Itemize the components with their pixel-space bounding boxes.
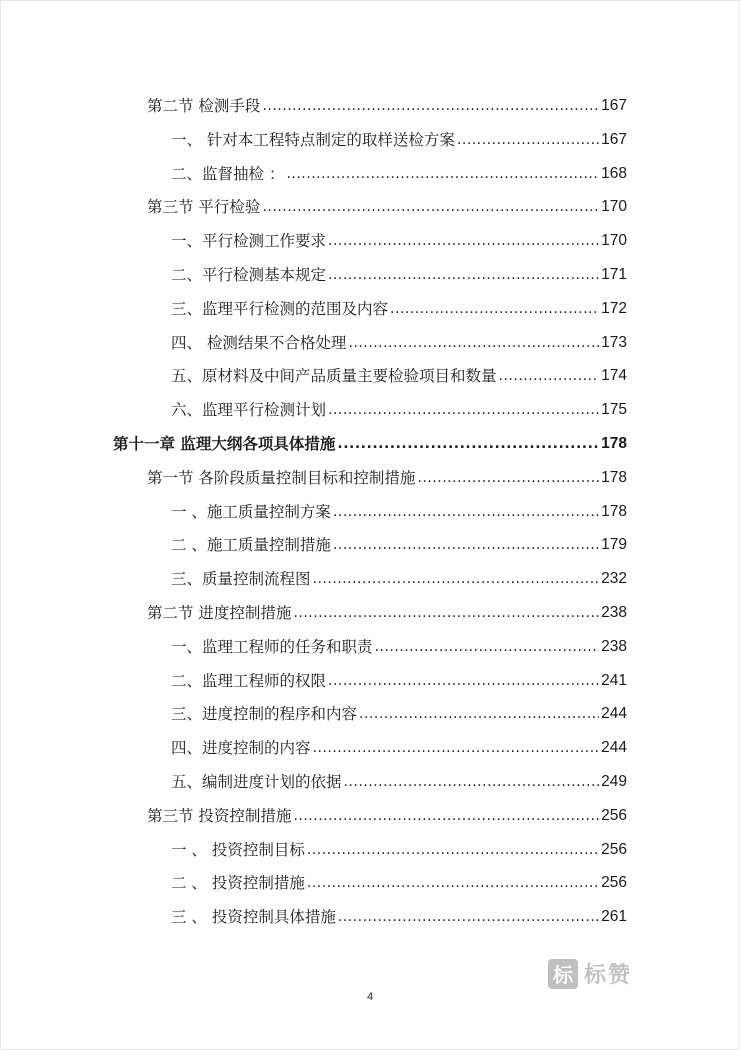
toc-entry-title: 第二节 检测手段: [147, 97, 261, 115]
toc-page-number: 173: [601, 333, 627, 351]
toc-entry-item[interactable]: [171, 869, 627, 893]
toc-entry-item[interactable]: [171, 329, 627, 353]
toc-dot-leader: [262, 197, 599, 217]
toc-entry-section[interactable]: [147, 802, 627, 826]
toc-dot-leader: [262, 96, 599, 116]
toc-page-number: 170: [601, 198, 627, 216]
toc-dot-leader: [337, 434, 599, 454]
toc-dot-leader: [328, 265, 599, 285]
toc-page-number: 249: [601, 773, 627, 790]
toc-entry-title: 四、 检测结果不合格处理: [171, 333, 347, 352]
toc-entry-item[interactable]: [171, 362, 627, 386]
toc-entry-title: 六、监理平行检测计划: [171, 401, 327, 420]
watermark-icon: 标: [548, 959, 578, 989]
toc-entry-title: 五、原材料及中间产品质量主要检验项目和数量: [171, 367, 497, 386]
watermark-text: 标赞: [584, 963, 633, 988]
toc-page-number: 179: [601, 536, 627, 554]
toc-page-number: 172: [601, 299, 627, 317]
toc-entry-section[interactable]: [147, 193, 627, 217]
toc-page-number: 178: [601, 435, 627, 452]
toc-entry-item[interactable]: [171, 836, 627, 860]
toc-entry-section[interactable]: [147, 92, 627, 116]
toc-entry-section[interactable]: [147, 599, 627, 623]
toc-page-number: 170: [601, 232, 627, 250]
toc-page-number: 261: [601, 908, 627, 926]
toc-dot-leader: [307, 840, 599, 860]
toc-entry-title: 三 、 投资控制具体措施: [171, 908, 336, 927]
toc-entry-title: 第三节 投资控制措施: [147, 806, 292, 825]
toc-dot-leader: [457, 130, 599, 150]
toc-entry-title: 二 、施工质量控制措施: [171, 536, 331, 555]
toc-entry-title: 四、进度控制的内容: [171, 739, 311, 758]
toc-entry-title: 一、 针对本工程特点制定的取样送检方案: [171, 130, 455, 149]
toc-dot-leader: [338, 907, 599, 927]
toc-entry-title: 一 、 投资控制目标: [171, 840, 305, 859]
toc-entry-title: 第二节 进度控制措施: [147, 604, 292, 622]
toc-entry-title: 三、监理平行检测的范围及内容: [171, 299, 389, 318]
toc-entry-item[interactable]: [171, 734, 627, 758]
toc-dot-leader: [417, 468, 599, 488]
toc-entry-item[interactable]: [171, 633, 627, 657]
toc-page-number: 175: [601, 401, 627, 419]
toc-dot-leader: [307, 873, 599, 893]
toc-entry-title: 第一节 各阶段质量控制目标和控制措施: [147, 468, 416, 487]
toc-entry-item[interactable]: [171, 531, 627, 555]
toc-entry-item[interactable]: [171, 700, 627, 724]
toc-dot-leader: [375, 637, 600, 657]
toc-page-number: 168: [601, 164, 627, 182]
toc-entry-item[interactable]: [171, 126, 627, 150]
toc-entry-item[interactable]: [171, 667, 627, 691]
toc-dot-leader: [328, 231, 599, 251]
toc-dot-leader: [328, 400, 599, 420]
toc-dot-leader: [333, 502, 599, 522]
toc-dot-leader: [293, 806, 599, 826]
toc-entry-chapter[interactable]: [113, 430, 627, 454]
toc-dot-leader: [390, 299, 599, 319]
toc-entry-item[interactable]: [171, 565, 627, 589]
toc-entry-item[interactable]: [171, 261, 627, 285]
toc-page-number: 238: [601, 637, 627, 655]
toc-entry-title: 三、进度控制的程序和内容: [171, 705, 358, 724]
toc-page-number: 178: [601, 468, 627, 486]
toc-page-number: 171: [601, 266, 627, 283]
toc-entry-item[interactable]: [171, 396, 627, 420]
toc-dot-leader: [313, 738, 600, 758]
toc-dot-leader: [313, 569, 600, 589]
toc-dot-leader: [328, 671, 599, 691]
toc-page-number: 167: [601, 130, 627, 148]
toc-entry-title: 二、监理工程师的权限: [171, 671, 327, 690]
toc-entry-title: 二、平行检测基本规定: [171, 266, 327, 284]
toc-dot-leader: [348, 333, 599, 353]
toc-entry-title: 第三节 平行检验: [147, 198, 261, 217]
toc-page-number: 256: [601, 840, 627, 858]
toc-entry-item[interactable]: [171, 768, 627, 792]
toc-page-number: 232: [601, 570, 627, 588]
toc-dot-leader: [286, 164, 599, 184]
toc-entry-item[interactable]: [171, 160, 627, 184]
watermark-logo: [548, 958, 632, 989]
toc-page-number: 244: [601, 705, 627, 723]
toc-dot-leader: [499, 366, 600, 386]
toc-entry-item[interactable]: [171, 498, 627, 522]
toc-page-number: 256: [601, 806, 627, 824]
toc-entry-title: 二、监督抽检 ：: [171, 164, 285, 183]
toc-entry-item[interactable]: [171, 295, 627, 319]
toc-entry-title: 第十一章 监理大纲各项具体措施: [113, 435, 336, 453]
toc-entry-item[interactable]: [171, 227, 627, 251]
toc-page-number: 174: [601, 367, 627, 385]
toc-page-number: 241: [601, 671, 627, 689]
toc-page-number: 178: [601, 502, 627, 520]
toc-page-number: 238: [601, 604, 627, 621]
toc-entry-title: 一、监理工程师的任务和职责: [171, 637, 373, 656]
toc-dot-leader: [359, 704, 599, 724]
toc-page-number: 167: [601, 97, 627, 114]
toc-page-number: 244: [601, 739, 627, 757]
toc-entry-section[interactable]: [147, 464, 627, 488]
toc-dot-leader: [333, 535, 599, 555]
toc-page-number: 256: [601, 874, 627, 892]
toc-entry-title: 三、质量控制流程图: [171, 570, 311, 589]
page-number: 4: [366, 991, 374, 1003]
toc-dot-leader: [293, 603, 599, 623]
toc-entry-title: 一 、施工质量控制方案: [171, 502, 331, 521]
toc-entry-title: 一、平行检测工作要求: [171, 232, 327, 251]
toc-dot-leader: [344, 772, 600, 792]
toc-entry-title: 二 、 投资控制措施: [171, 874, 305, 893]
toc-entry-item[interactable]: [171, 903, 627, 927]
toc-entry-title: 五、编制进度计划的依据: [171, 773, 342, 791]
